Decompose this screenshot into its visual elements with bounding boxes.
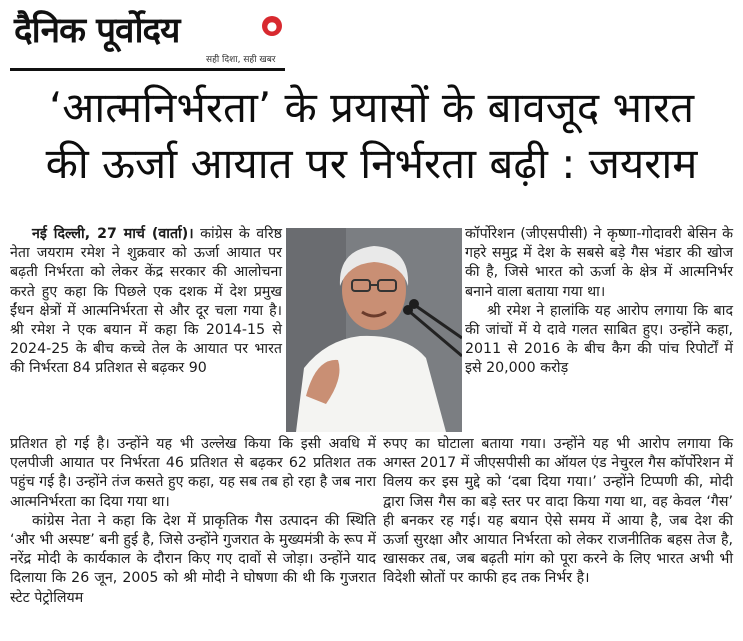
article-column-left-lower [10,435,376,608]
article-paragraph-4-end: रुपए का घोटाला बताया गया। उन्होंने यह भी आरोप लगाया कि अगस्त 2017 में जीएसपीसी का ऑयल एंड नेचुरल गैस कॉर्पोरेशन में विलय कर इस मुद्दे को ‘दबा दिया गया।’ उन्होंने टिप्पणी की, मोदी द्वारा जिस गैस का बड़े स्तर पर वादा किया गया था, वह केवल ‘गैस’ ही बनकर रह गई। यह बयान ऐसे समय में आया है, जब देश की ऊर्जा सुरक्षा और आयात निर्भरता को लेकर राजनीतिक बहस तेज है, खासकर तब, जब बढ़ती मांग को पूरा करने के लिए भारत अभी भी विदेशी स्रोतों पर काफी हद तक निर्भर है। [383,436,733,587]
masthead-rule [10,68,285,71]
masthead [10,6,285,72]
article-column-right-lower [383,435,733,589]
headline-line-2: की ऊर्जा आयात पर निर्भरता बढ़ी : जयराम [45,139,698,188]
article-paragraph-3: कॉर्पोरेशन (जीएसपीसी) ने कृष्णा-गोदावरी बेसिन के गहरे समुद्र में देश के सबसे बड़े गैस भंडार की खोज की है, जिसे भारत को ऊर्जा के क्षेत्र में आत्मनिर्भर बनाने वाला बताया गया था। [465,226,733,300]
article-column-right [465,225,733,379]
headline [0,80,743,192]
speaker-photo-illustration [286,228,462,432]
article-paragraph-1-start [10,225,282,379]
masthead-logo: दैनिक पूर्वोदय [14,11,180,51]
article-paragraph-4-start: श्री रमेश ने हालांकि यह आरोप लगाया कि बाद की जांचों में ये दावे गलत साबित हुए। उन्होंने कहा, 2011 से 2016 के बीच कैग की पांच रिपोर्टों में इसे 20,000 करोड़ [465,302,733,377]
masthead-tagline: सही दिशा, सही खबर [206,55,276,65]
article-paragraph-2: कांग्रेस नेता ने कहा कि देश में प्राकृतिक गैस उत्पादन की स्थिति ‘और भी अस्पष्ट’ बनी हुई है, जिसे उन्होंने गुजरात के मुख्यमंत्री के रूप में नरेंद्र मोदी के कार्यकाल के दौरान किए गए दावों से जोड़ा। उन्होंने याद दिलाया कि 26 जून, 2005 को श्री मोदी ने घोषणा की थी कि गुजरात स्टेट पेट्रोलियम [10,512,376,606]
paragraph-1-text: कांग्रेस के वरिष्ठ नेता जयराम रमेश ने शुक्रवार को ऊर्जा आयात पर बढ़ती निर्भरता को लेकर केंद्र सरकार की आलोचना करते हुए कहा कि पिछले एक दशक में देश प्रमुख ईंधन क्षेत्रों में आत्मनिर्भरता से और दूर चला गया है। श्री रमेश ने एक बयान में कहा कि 2014-15 से 2024-25 के बीच कच्चे तेल के आयात पर भारत की निर्भरता 84 प्रतिशत से बढ़कर 90 [10,226,282,377]
article-column-left [10,225,282,379]
dateline: नई दिल्ली, 27 मार्च (वार्ता)। [32,226,194,242]
article-photo [286,228,462,432]
headline-line-1: ‘आत्मनिर्भरता’ के प्रयासों के बावजूद भारत [48,83,695,132]
article-paragraph-1-end: प्रतिशत हो गई है। उन्होंने यह भी उल्लेख किया कि इसी अवधि में एलपीजी आयात पर निर्भरता 46 प्रतिशत से बढ़कर 62 प्रतिशत तक पहुंच गई है। उन्होंने तंज कसते हुए कहा, यह सब तब हो रहा है जब नारा आत्मनिर्भरता का दिया गया था। [10,436,376,510]
masthead-logo-mark: ● [262,16,282,36]
